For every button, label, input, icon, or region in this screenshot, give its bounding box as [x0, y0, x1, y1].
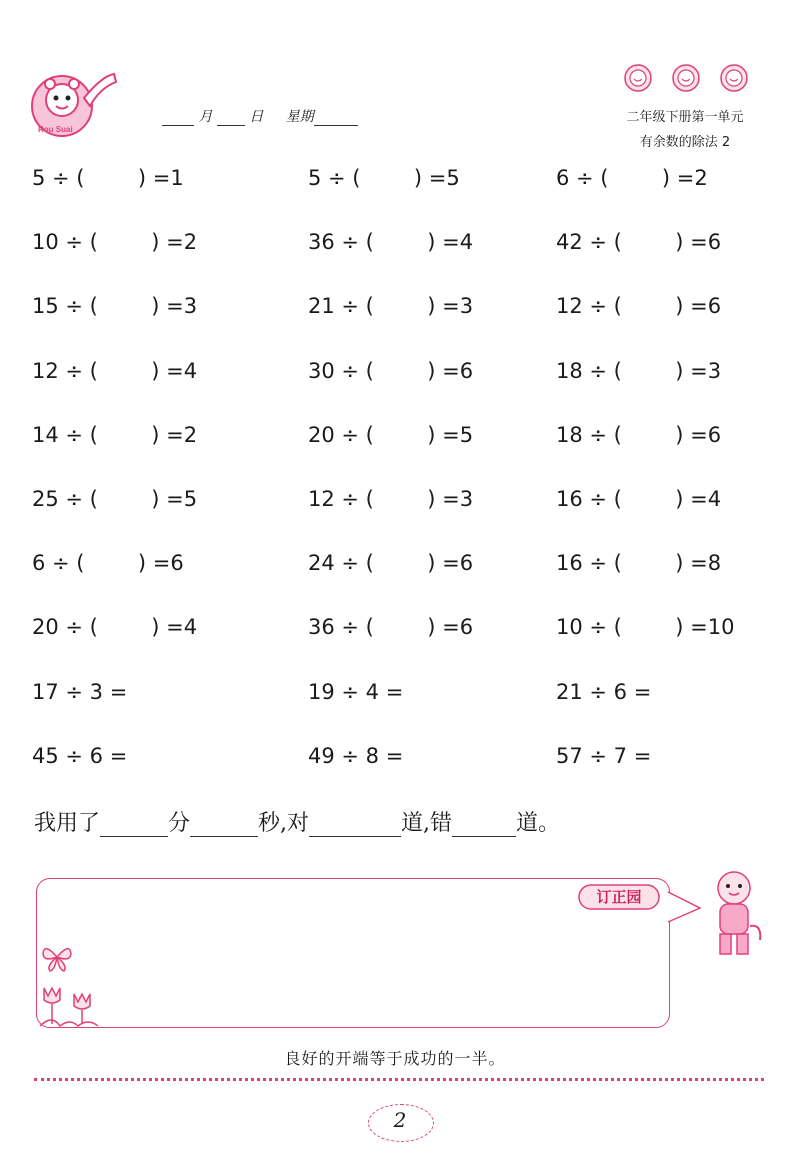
day-blank[interactable]: [217, 111, 245, 126]
exercise-item[interactable]: 5 ÷ ( ) =5: [308, 166, 460, 190]
exercise-item[interactable]: 5 ÷ ( ) =1: [32, 166, 184, 190]
exercise-item[interactable]: 21 ÷ 6 =: [556, 680, 652, 704]
smiley-flowers-decoration: [622, 62, 752, 94]
exercise-item[interactable]: 10 ÷ ( ) =10: [556, 615, 735, 639]
exercise-item[interactable]: 15 ÷ ( ) =3: [32, 294, 198, 318]
exercise-item[interactable]: 49 ÷ 8 =: [308, 744, 404, 768]
wrong-label: 道。: [516, 811, 561, 836]
exercise-item[interactable]: 6 ÷ ( ) =2: [556, 166, 708, 190]
tiger-kid-icon: [700, 866, 768, 962]
timer-prefix: 我用了: [34, 811, 101, 836]
minutes-label: 分: [168, 811, 191, 836]
exercise-item[interactable]: 12 ÷ ( ) =6: [556, 294, 722, 318]
seconds-blank[interactable]: [190, 816, 258, 837]
exercise-item[interactable]: 21 ÷ ( ) =3: [308, 294, 474, 318]
exercise-item[interactable]: 42 ÷ ( ) =6: [556, 230, 722, 254]
unit-subtitle: 有余数的除法 2: [639, 135, 731, 150]
page-number: 2: [393, 1108, 407, 1132]
exercise-item[interactable]: 24 ÷ ( ) =6: [308, 551, 474, 575]
correct-label: 道,错: [401, 811, 453, 836]
exercise-item[interactable]: 25 ÷ ( ) =5: [32, 487, 198, 511]
tulips-icon: [38, 984, 100, 1030]
date-line: [162, 106, 358, 126]
correct-blank[interactable]: [309, 816, 401, 837]
exercise-item[interactable]: 12 ÷ ( ) =3: [308, 487, 474, 511]
speech-tail: [664, 880, 704, 940]
dotted-divider: [34, 1078, 764, 1085]
month-label: 月: [198, 109, 213, 125]
unit-title: 二年级下册第一单元: [626, 110, 744, 125]
correction-label-badge: [578, 884, 660, 910]
wrong-blank[interactable]: [452, 816, 516, 837]
exercise-item[interactable]: 30 ÷ ( ) =6: [308, 359, 474, 383]
weekday-blank[interactable]: [314, 111, 358, 126]
exercise-item[interactable]: 20 ÷ ( ) =5: [308, 423, 474, 447]
exercise-item[interactable]: 18 ÷ ( ) =3: [556, 359, 722, 383]
exercise-item[interactable]: 12 ÷ ( ) =4: [32, 359, 198, 383]
month-blank[interactable]: [162, 111, 194, 126]
exercise-item[interactable]: 10 ÷ ( ) =2: [32, 230, 198, 254]
butterfly-icon: [40, 940, 74, 974]
exercise-item[interactable]: 6 ÷ ( ) =6: [32, 551, 184, 575]
tiger-mascot-logo: [28, 58, 124, 142]
minutes-blank[interactable]: [100, 816, 168, 837]
day-label: 日: [249, 109, 264, 125]
seconds-label: 秒,对: [258, 811, 310, 836]
exercise-item[interactable]: 57 ÷ 7 =: [556, 744, 652, 768]
exercise-item[interactable]: 45 ÷ 6 =: [32, 744, 128, 768]
mascot-text: Rou Suai: [38, 125, 73, 134]
exercise-item[interactable]: 16 ÷ ( ) =8: [556, 551, 722, 575]
exercise-item[interactable]: 19 ÷ 4 =: [308, 680, 404, 704]
exercise-item[interactable]: 14 ÷ ( ) =2: [32, 423, 198, 447]
timing-line: [34, 806, 560, 837]
exercise-item[interactable]: 36 ÷ ( ) =6: [308, 615, 474, 639]
correction-label: 订正园: [596, 888, 642, 906]
exercise-item[interactable]: 20 ÷ ( ) =4: [32, 615, 198, 639]
motto: 良好的开端等于成功的一半。: [284, 1049, 506, 1068]
exercise-item[interactable]: 18 ÷ ( ) =6: [556, 423, 722, 447]
exercise-item[interactable]: 36 ÷ ( ) =4: [308, 230, 474, 254]
exercise-item[interactable]: 16 ÷ ( ) =4: [556, 487, 722, 511]
weekday-label: 星期: [285, 109, 314, 125]
exercise-item[interactable]: 17 ÷ 3 =: [32, 680, 128, 704]
correction-box[interactable]: [36, 878, 670, 1028]
